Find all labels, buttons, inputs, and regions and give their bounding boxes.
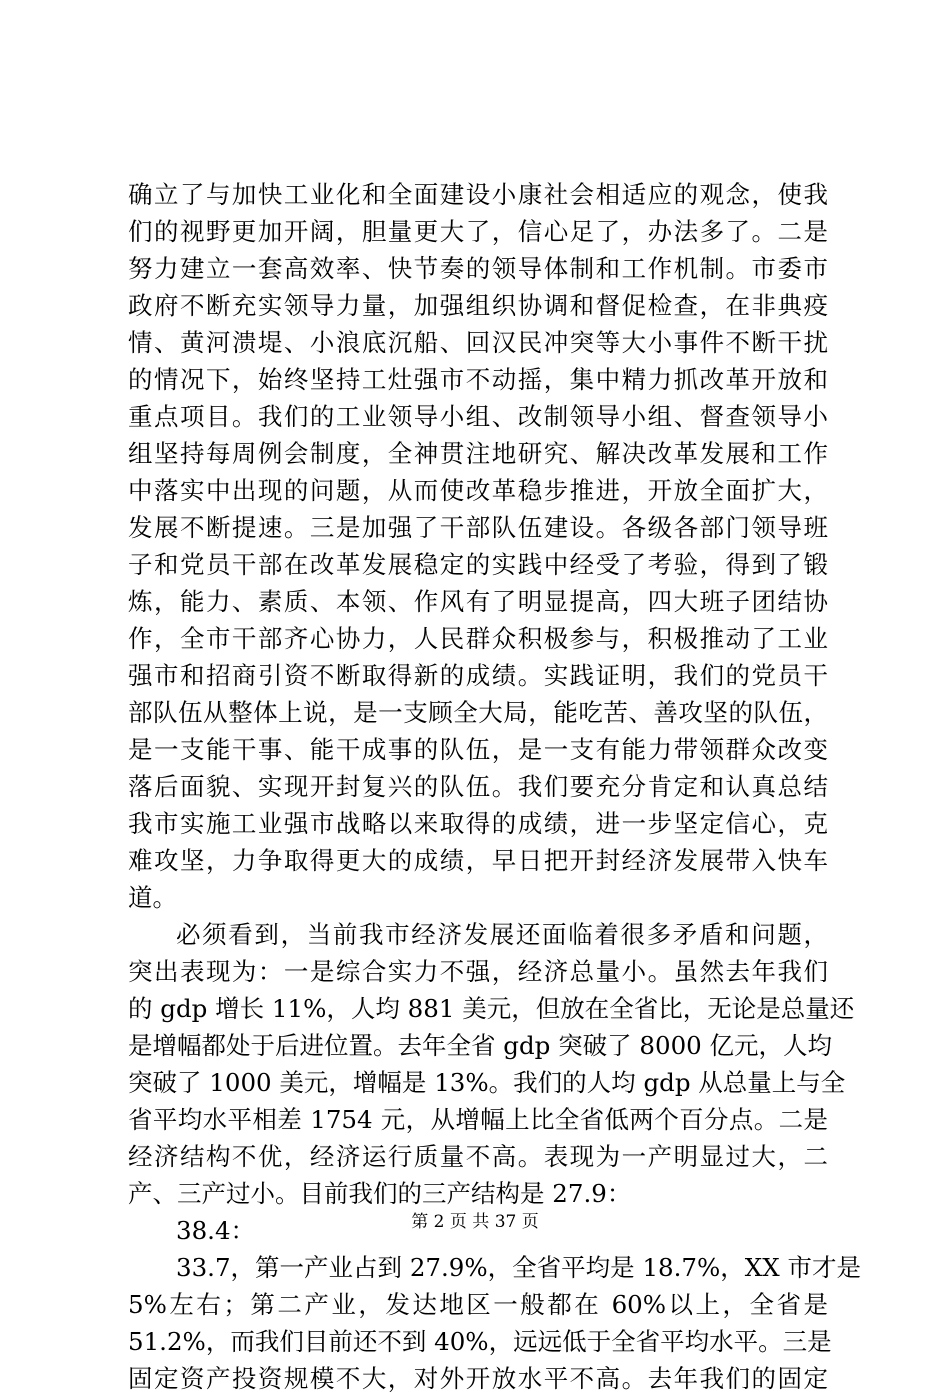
text-line: 发展不断提速。三是加强了干部队伍建设。各级各部门领导班	[128, 513, 828, 542]
text-line: 33.7，第一产业占到 27.9%，全省平均是 18.7%，XX 市才是	[176, 1253, 861, 1282]
text-line: 重点项目。我们的工业领导小组、改制领导小组、督查领导小	[128, 402, 828, 431]
text-line: 强市和招商引资不断取得新的成绩。实践证明，我们的党员干	[128, 661, 828, 690]
text-line: 中落实中出现的问题，从而使改革稳步推进，开放全面扩大，	[128, 476, 828, 505]
text-line: 突出表现为：一是综合实力不强，经济总量小。虽然去年我们	[128, 957, 828, 986]
text-line: 情、黄河溃堤、小浪底沉船、回汉民冲突等大小事件不断干扰	[128, 328, 828, 357]
text-line: 是增幅都处于后进位置。去年全省 gdp 突破了 8000 亿元，人均	[128, 1031, 833, 1060]
text-line: 经济结构不优，经济运行质量不高。表现为一产明显过大，二	[128, 1142, 828, 1171]
text-line: 们的视野更加开阔，胆量更大了，信心足了，办法多了。二是	[128, 217, 828, 246]
text-line: 难攻坚，力争取得更大的成绩，早日把开封经济发展带入快车	[128, 846, 828, 875]
text-line: 固定资产投资规模不大，对外开放水平不高。去年我们的固定	[128, 1364, 828, 1393]
page-number-footer: 第 2 页 共 37 页	[411, 1212, 539, 1232]
text-line: 51.2%，而我们目前还不到 40%，远远低于全省平均水平。三是	[128, 1327, 832, 1356]
text-line: 作，全市干部齐心协力，人民群众积极参与，积极推动了工业	[128, 624, 828, 653]
text-line: 是一支能干事、能干成事的队伍，是一支有能力带领群众改变	[128, 735, 828, 764]
text-line: 子和党员干部在改革发展稳定的实践中经受了考验，得到了锻	[128, 550, 828, 579]
text-line: 的情况下，始终坚持工灶强市不动摇，集中精力抓改革开放和	[128, 365, 828, 394]
text-line: 道。	[128, 883, 177, 912]
text-line: 组坚持每周例会制度，全神贯注地研究、解决改革发展和工作	[128, 439, 828, 468]
text-line: 38.4：	[176, 1216, 256, 1245]
text-line: 省平均水平相差 1754 元，从增幅上比全省低两个百分点。二是	[128, 1105, 828, 1134]
text-line: 政府不断充实领导力量，加强组织协调和督促检查，在非典疫	[128, 291, 828, 320]
text-line: 必须看到，当前我市经济发展还面临着很多矛盾和问题，	[176, 920, 828, 949]
text-line: 我市实施工业强市战略以来取得的成绩，进一步坚定信心，克	[128, 809, 828, 838]
text-line: 落后面貌、实现开封复兴的队伍。我们要充分肯定和认真总结	[128, 772, 828, 801]
text-line: 炼，能力、素质、本领、作风有了明显提高，四大班子团结协	[128, 587, 828, 616]
text-line: 部队伍从整体上说，是一支顾全大局，能吃苦、善攻坚的队伍，	[128, 698, 828, 727]
text-line: 的 gdp 增长 11%，人均 881 美元，但放在全省比，无论是总量还	[128, 994, 855, 1023]
text-line: 努力建立一套高效率、快节奏的领导体制和工作机制。市委市	[128, 254, 828, 283]
text-line: 5%左右；第二产业，发达地区一般都在 60%以上，全省是	[128, 1290, 828, 1319]
text-line: 突破了 1000 美元，增幅是 13%。我们的人均 gdp 从总量上与全	[128, 1068, 846, 1097]
text-line: 确立了与加快工业化和全面建设小康社会相适应的观念，使我	[128, 180, 828, 209]
text-line: 产、三产过小。目前我们的三产结构是 27.9：	[128, 1179, 632, 1208]
